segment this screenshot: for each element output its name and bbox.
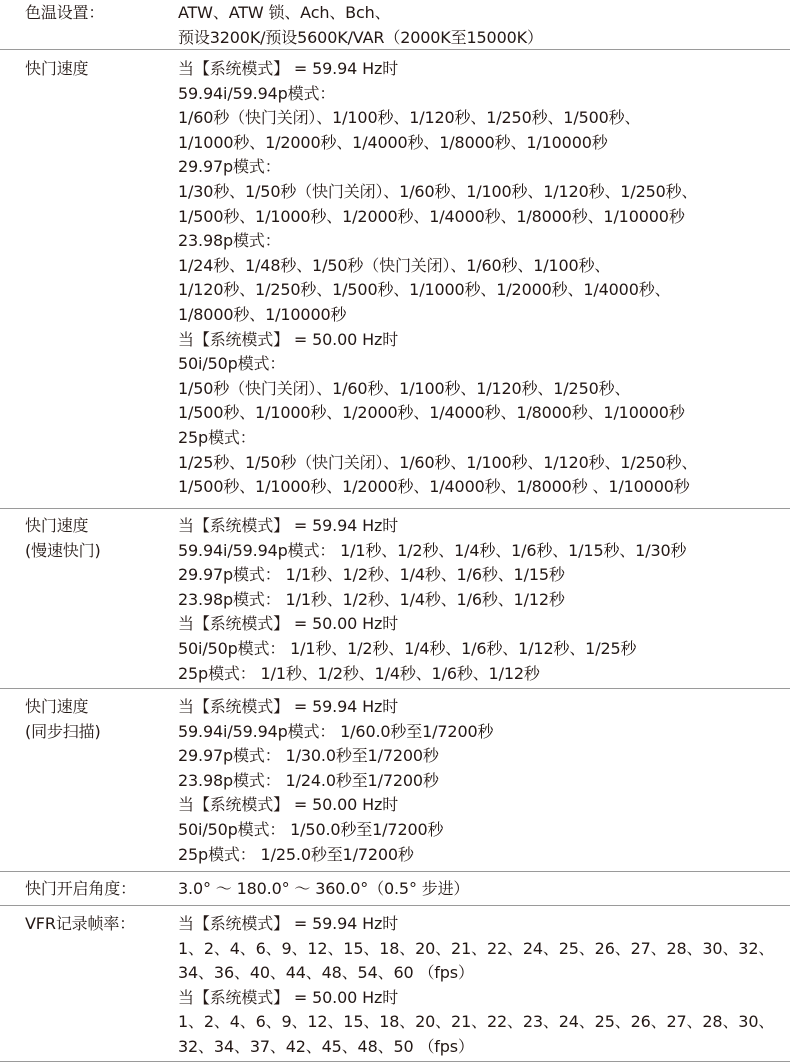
- value-line: 59.94i/59.94p模式： 1/60.0秒至1/7200秒: [178, 721, 494, 741]
- value-line: 当【系统模式】 = 59.94 Hz时: [178, 914, 399, 933]
- value-line: 1/25秒、1/50秒（快门关闭）、1/60秒、1/100秒、1/120秒、1/250秒、: [178, 452, 698, 472]
- value-line: 1/60秒（快门关闭）、1/100秒、1/120秒、1/250秒、1/500秒、: [178, 108, 641, 128]
- value-line: 50i/50p模式：: [178, 354, 286, 374]
- value-line: 当【系统模式】 = 59.94 Hz时: [178, 697, 399, 716]
- value-line: 当【系统模式】 = 59.94 Hz时: [178, 59, 399, 78]
- value-line: 50i/50p模式： 1/50.0秒至1/7200秒: [178, 819, 444, 839]
- value-line: 1/500秒、1/1000秒、1/2000秒、1/4000秒、1/8000秒 、1/10000秒: [178, 477, 690, 497]
- spec-row-color-temperature: [0, 0, 790, 50]
- spec-value: [178, 0, 790, 49]
- value-line: 1/500秒、1/1000秒、1/2000秒、1/4000秒、1/8000秒、1/10000秒: [178, 403, 685, 423]
- value-line: 1/1000秒、1/2000秒、1/4000秒、1/8000秒、1/10000秒: [178, 132, 608, 152]
- value-line: 29.97p模式： 1/1秒、1/2秒、1/4秒、1/6秒、1/15秒: [178, 565, 565, 585]
- spec-label: [0, 56, 178, 508]
- label-line: 快门速度: [25, 59, 89, 78]
- value-line: 1、2、4、6、9、12、15、18、20、21、22、24、25、26、27、28、30、32、: [178, 938, 775, 958]
- value-line: 25p模式： 1/25.0秒至1/7200秒: [178, 844, 414, 864]
- value-line: 当【系统模式】 = 59.94 Hz时: [178, 516, 399, 535]
- value-line: 1/30秒、1/50秒（快门关闭）、1/60秒、1/100秒、1/120秒、1/250秒、: [178, 181, 698, 201]
- spec-label: [0, 911, 178, 1061]
- value-line: 25p模式： 1/1秒、1/2秒、1/4秒、1/6秒、1/12秒: [178, 663, 540, 683]
- value-line: 1、2、4、6、9、12、15、18、20、21、22、23、24、25、26、27、28、30、: [178, 1012, 775, 1032]
- value-line: 25p模式：: [178, 427, 256, 447]
- spec-value: [178, 694, 790, 871]
- value-line: 3.0° ～ 180.0° ～ 360.0°（0.5° 步进）: [178, 879, 470, 898]
- value-line: 29.97p模式：: [178, 157, 281, 177]
- spec-row-synchro-scan: [0, 689, 790, 872]
- value-line: 23.98p模式： 1/24.0秒至1/7200秒: [178, 770, 439, 790]
- value-line: 34、36、40、44、48、54、60 （fps）: [178, 963, 474, 983]
- spec-value: [178, 56, 790, 508]
- spec-row-vfr-frame-rate: [0, 906, 790, 1062]
- spec-row-shutter-angle: [0, 872, 790, 906]
- value-line: 50i/50p模式： 1/1秒、1/2秒、1/4秒、1/6秒、1/12秒、1/25秒: [178, 638, 637, 658]
- value-line: 预设3200K/预设5600K/VAR（2000K至15000K）: [178, 27, 543, 47]
- spec-label: [0, 0, 178, 49]
- spec-label: [0, 694, 178, 871]
- value-line: 1/120秒、1/250秒、1/500秒、1/1000秒、1/2000秒、1/4000秒、: [178, 280, 671, 300]
- spec-label: [0, 513, 178, 688]
- spec-value: [178, 911, 790, 1061]
- value-line: 23.98p模式：: [178, 231, 281, 251]
- spec-row-slow-shutter: [0, 509, 790, 689]
- value-line: 当【系统模式】 = 50.00 Hz时: [178, 329, 399, 349]
- value-line: 29.97p模式： 1/30.0秒至1/7200秒: [178, 746, 439, 766]
- label-line: (同步扫描): [25, 721, 101, 741]
- value-line: 32、34、37、42、45、48、50 （fps）: [178, 1036, 474, 1056]
- value-line: 1/500秒、1/1000秒、1/2000秒、1/4000秒、1/8000秒、1/10000秒: [178, 206, 685, 226]
- label-line: 快门开启角度：: [25, 879, 136, 898]
- label-line: 色温设置：: [25, 3, 105, 22]
- value-line: 当【系统模式】 = 50.00 Hz时: [178, 614, 399, 634]
- value-line: 23.98p模式： 1/1秒、1/2秒、1/4秒、1/6秒、1/12秒: [178, 589, 565, 609]
- value-line: 59.94i/59.94p模式：: [178, 83, 336, 103]
- spec-value: [178, 876, 790, 905]
- spec-row-shutter-speed: [0, 50, 790, 509]
- label-line: VFR记录帧率：: [25, 914, 136, 933]
- value-line: 1/24秒、1/48秒、1/50秒（快门关闭）、1/60秒、1/100秒、: [178, 255, 611, 275]
- value-line: 1/8000秒、1/10000秒: [178, 304, 347, 324]
- value-line: 当【系统模式】 = 50.00 Hz时: [178, 987, 399, 1007]
- label-line: 快门速度: [25, 516, 89, 535]
- value-line: 1/50秒（快门关闭）、1/60秒、1/100秒、1/120秒、1/250秒、: [178, 378, 631, 398]
- value-line: 59.94i/59.94p模式： 1/1秒、1/2秒、1/4秒、1/6秒、1/15秒、1/30秒: [178, 540, 687, 560]
- spec-value: [178, 513, 790, 688]
- value-line: ATW、ATW 锁、Ach、Bch、: [178, 3, 391, 22]
- spec-label: [0, 876, 178, 905]
- label-line: (慢速快门): [25, 540, 101, 560]
- value-line: 当【系统模式】 = 50.00 Hz时: [178, 795, 399, 815]
- label-line: 快门速度: [25, 697, 89, 716]
